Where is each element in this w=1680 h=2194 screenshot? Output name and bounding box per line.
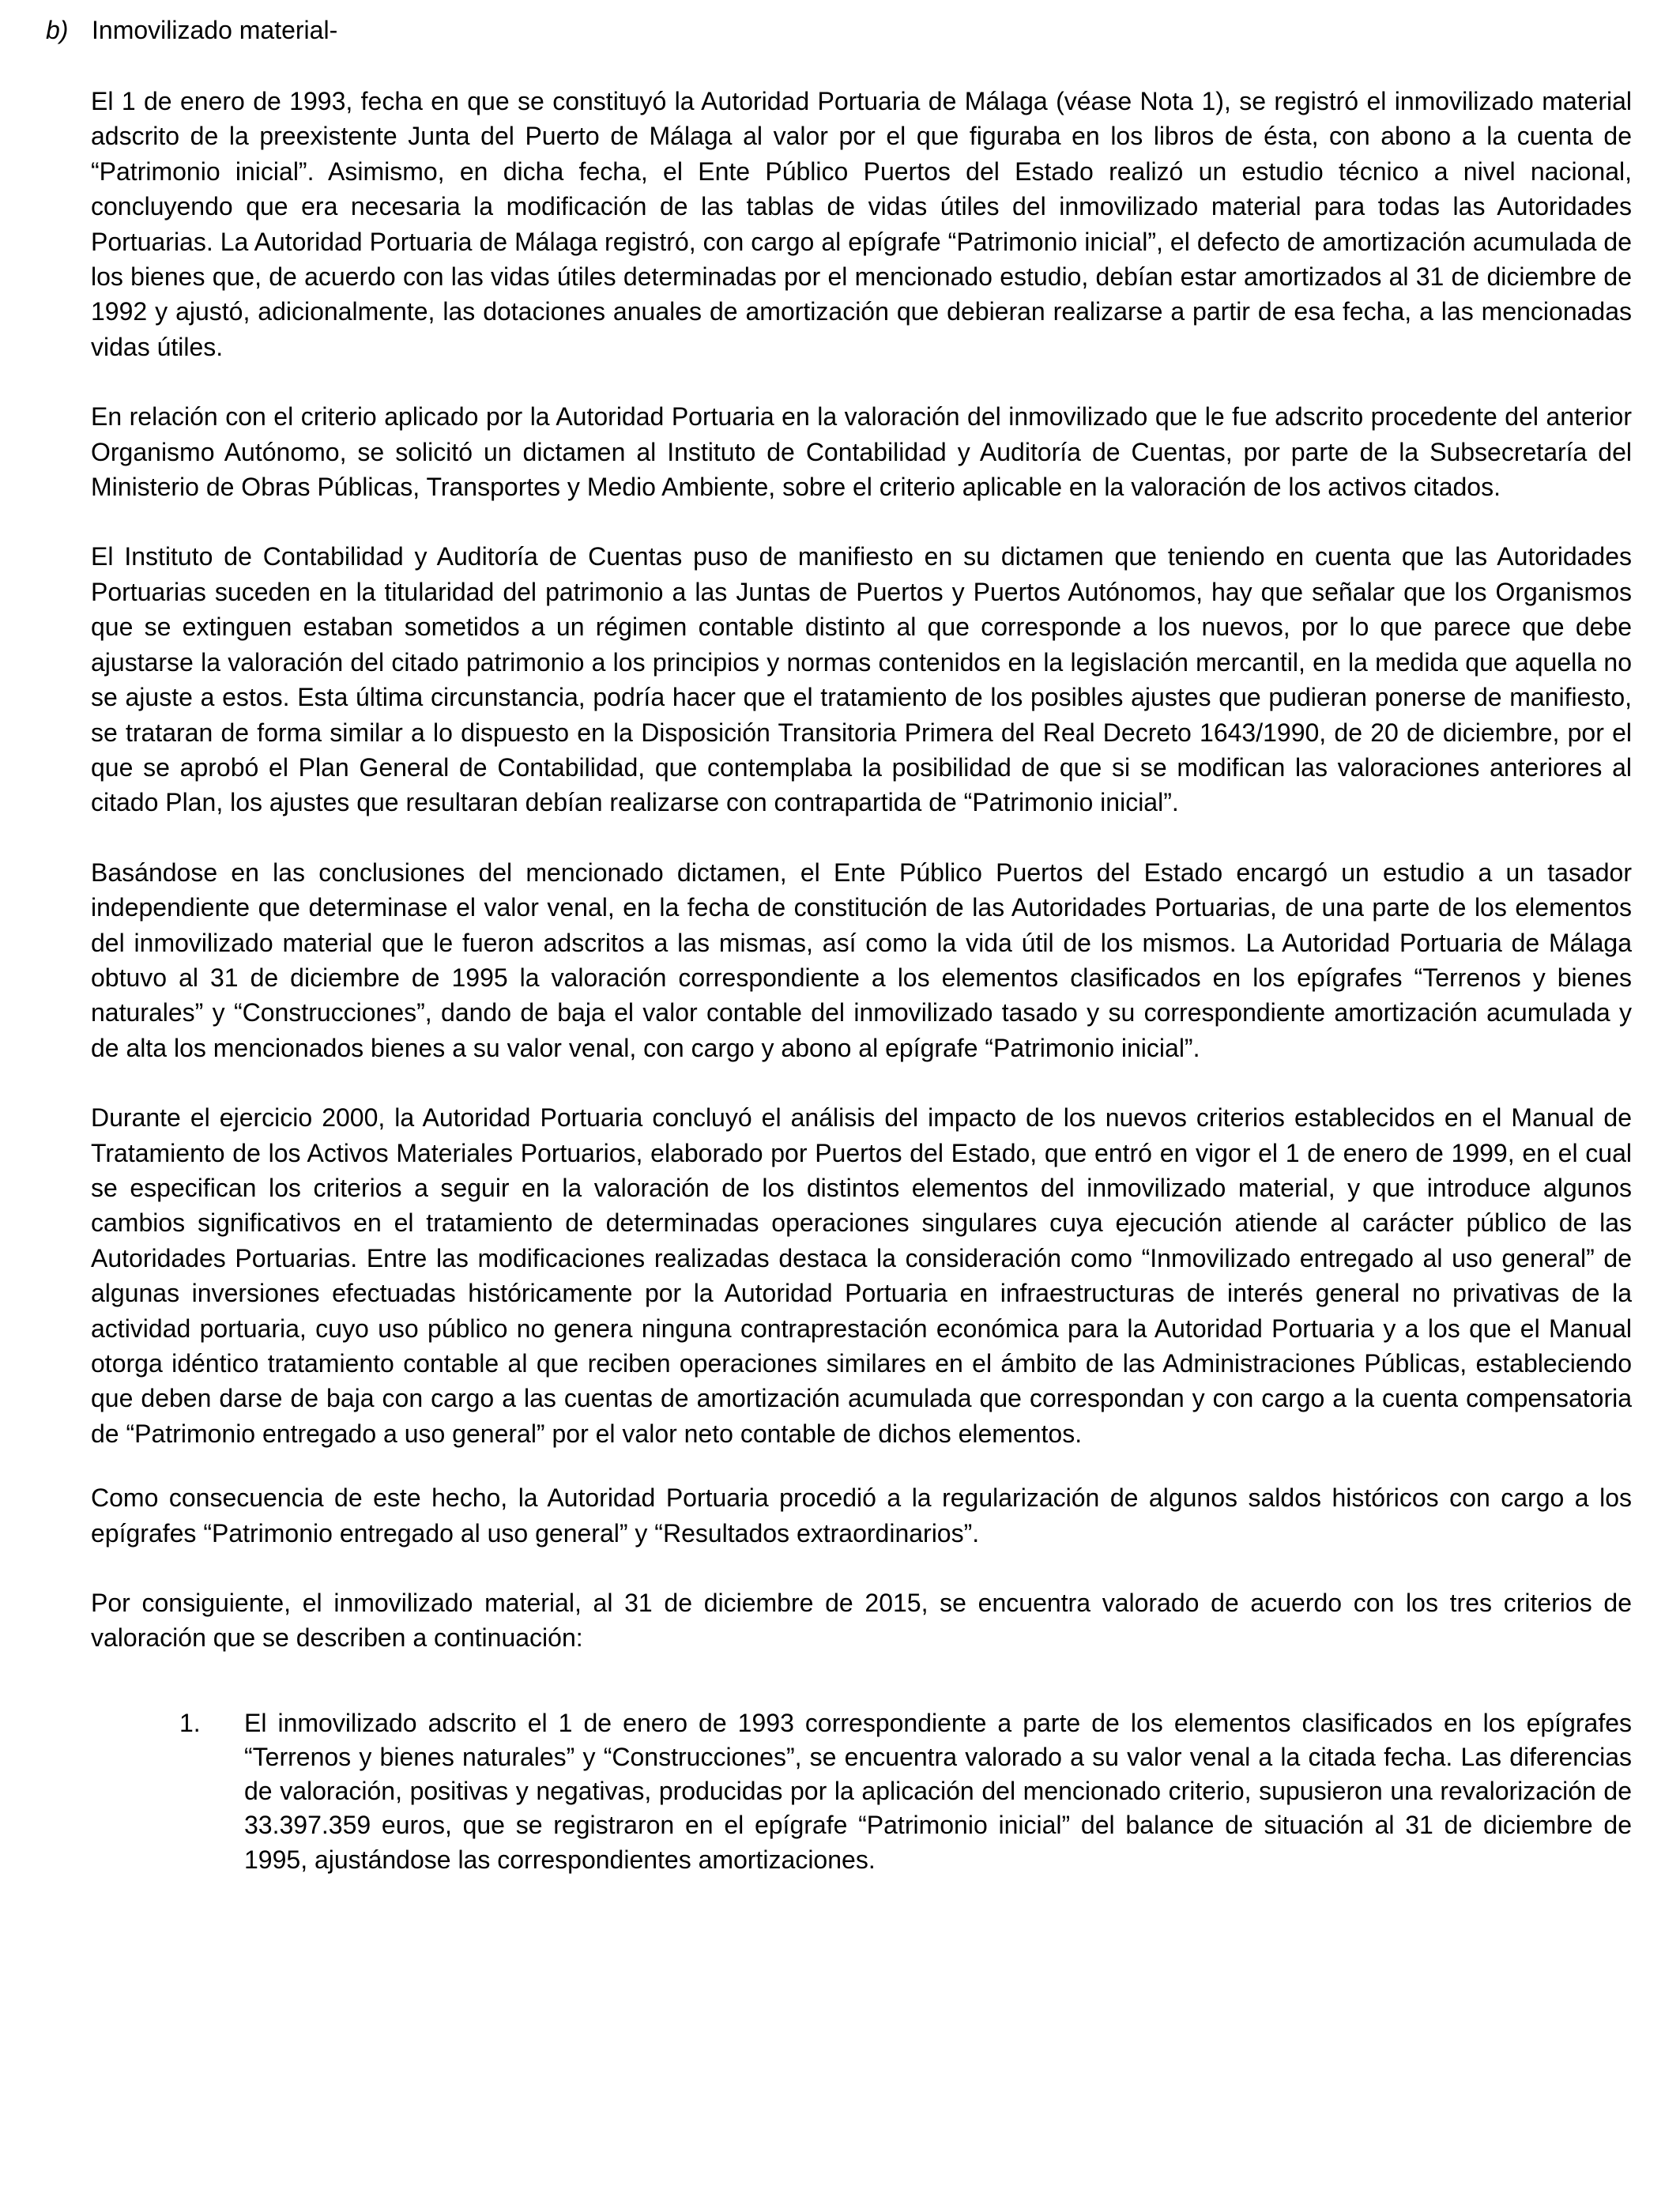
paragraph-regularization: Como consecuencia de este hecho, la Autoridad Portuaria procedió a la regularización de algunos saldos históricos con cargo a los epígrafes “Patrimonio entregado al uso general” y “Resultados extraordinarios”.	[91, 1483, 1632, 1547]
section-letter: b)	[46, 16, 69, 44]
section-title: Inmovilizado material-	[92, 16, 338, 44]
paragraph-valuation-study: Basándose en las conclusiones del mencionado dictamen, el Ente Público Puertos del Estado encargó un estudio a un tasador independiente que determinase el valor venal, en la fecha de constitución de las Autoridades Portuarias, de una parte de los elementos del inmovilizado material que le fueron adscritos a las mismas, así como la vida útil de los mismos. La Autoridad Portuaria de Málaga obtuvo al 31 de diciembre de 1995 la valoración correspondiente a los elementos clasificados en los epígrafes “Terrenos y bienes naturales” y “Construcciones”, dando de baja el valor contable del inmovilizado tasado y su correspondiente amortización acumulada y de alta los mencionados bienes a su valor venal, con cargo y abono al epígrafe “Patrimonio inicial”.	[91, 858, 1632, 1062]
list-item	[91, 1706, 1632, 1877]
document-body	[91, 84, 1632, 1877]
paragraph-initial-registration: El 1 de enero de 1993, fecha en que se constituyó la Autoridad Portuaria de Málaga (véase Nota 1), se registró el inmovilizado material adscrito de la preexistente Junta del Puerto de Málaga al valor por el que figuraba en los libros de ésta, con abono a la cuenta de “Patrimonio inicial”. Asimismo, en dicha fecha, el Ente Público Puertos del Estado realizó un estudio técnico a nivel nacional, concluyendo que era necesaria la modificación de las tablas de vidas útiles del inmovilizado material para todas las Autoridades Portuarias. La Autoridad Portuaria de Málaga registró, con cargo al epígrafe “Patrimonio inicial”, el defecto de amortización acumulada de los bienes que, de acuerdo con las vidas útiles determinadas por el mencionado estudio, debían estar amortizados al 31 de diciembre de 1992 y ajustó, adicionalmente, las dotaciones anuales de amortización que debieran realizarse a partir de esa fecha, a las mencionadas vidas útiles.	[91, 87, 1632, 361]
section-heading	[46, 13, 337, 47]
paragraph-dictamen-request: En relación con el criterio aplicado por la Autoridad Portuaria en la valoración del inmovilizado que le fue adscrito procedente del anterior Organismo Autónomo, se solicitó un dictamen al Instituto de Contabilidad y Auditoría de Cuentas, por parte de la Subsecretaría del Ministerio de Obras Públicas, Transportes y Medio Ambiente, sobre el criterio aplicable en la valoración de los activos citados.	[91, 402, 1632, 502]
criteria-list	[91, 1706, 1632, 1877]
list-item-number: 1.	[179, 1708, 201, 1737]
list-item-text: El inmovilizado adscrito el 1 de enero de 1993 correspondiente a parte de los elementos clasificados en los epígrafes “Terrenos y bienes naturales” y “Construcciones”, se encuentra valorado a su valor venal a la citada fecha. Las diferencias de valoración, positivas y negativas, producidas por la aplicación del mencionado criterio, supusieron una revalorización de 33.397.359 euros, que se registraron en el epígrafe “Patrimonio inicial” del balance de situación al 31 de diciembre de 1995, ajustándose las correspondientes amortizaciones.	[244, 1708, 1632, 1874]
paragraph-manual-2000: Durante el ejercicio 2000, la Autoridad Portuaria concluyó el análisis del impacto de los nuevos criterios establecidos en el Manual de Tratamiento de los Activos Materiales Portuarios, elaborado por Puertos del Estado, que entró en vigor el 1 de enero de 1999, en el cual se especifican los criterios a seguir en la valoración de los distintos elementos del inmovilizado material, y que introduce algunos cambios significativos en el tratamiento de determinadas operaciones singulares cuya ejecución atiende al carácter público de las Autoridades Portuarias. Entre las modificaciones realizadas destaca la consideración como “Inmovilizado entregado al uso general” de algunas inversiones efectuadas históricamente por la Autoridad Portuaria en infraestructuras de interés general no privativas de la actividad portuaria, cuyo uso público no genera ninguna contraprestación económica para la Autoridad Portuaria y a los que el Manual otorga idéntico tratamiento contable al que reciben operaciones similares en el ámbito de las Administraciones Públicas, estableciendo que deben darse de baja con cargo a las cuentas de amortización acumulada que correspondan y con cargo a la cuenta compensatoria de “Patrimonio entregado a uso general” por el valor neto contable de dichos elementos.	[91, 1103, 1632, 1448]
paragraph-valuation-criteria: Por consiguiente, el inmovilizado material, al 31 de diciembre de 2015, se encuentra valorado de acuerdo con los tres criterios de valoración que se describen a continuación:	[91, 1589, 1632, 1653]
paragraph-dictamen-content: El Instituto de Contabilidad y Auditoría de Cuentas puso de manifiesto en su dictamen que teniendo en cuenta que las Autoridades Portuarias suceden en la titularidad del patrimonio a las Juntas de Puertos y Puertos Autónomos, hay que señalar que los Organismos que se extinguen estaban sometidos a un régimen contable distinto al que corresponde a los nuevos, por lo que parece que debe ajustarse la valoración del citado patrimonio a los principios y normas contenidos en la legislación mercantil, en la medida que aquella no se ajuste a estos. Esta última circunstancia, podría hacer que el tratamiento de los posibles ajustes que pudieran ponerse de manifiesto, se trataran de forma similar a lo dispuesto en la Disposición Transitoria Primera del Real Decreto 1643/1990, de 20 de diciembre, por el que se aprobó el Plan General de Contabilidad, que contemplaba la posibilidad de que si se modifican las valoraciones anteriores al citado Plan, los ajustes que resultaran debían realizarse con contrapartida de “Patrimonio inicial”.	[91, 542, 1632, 817]
